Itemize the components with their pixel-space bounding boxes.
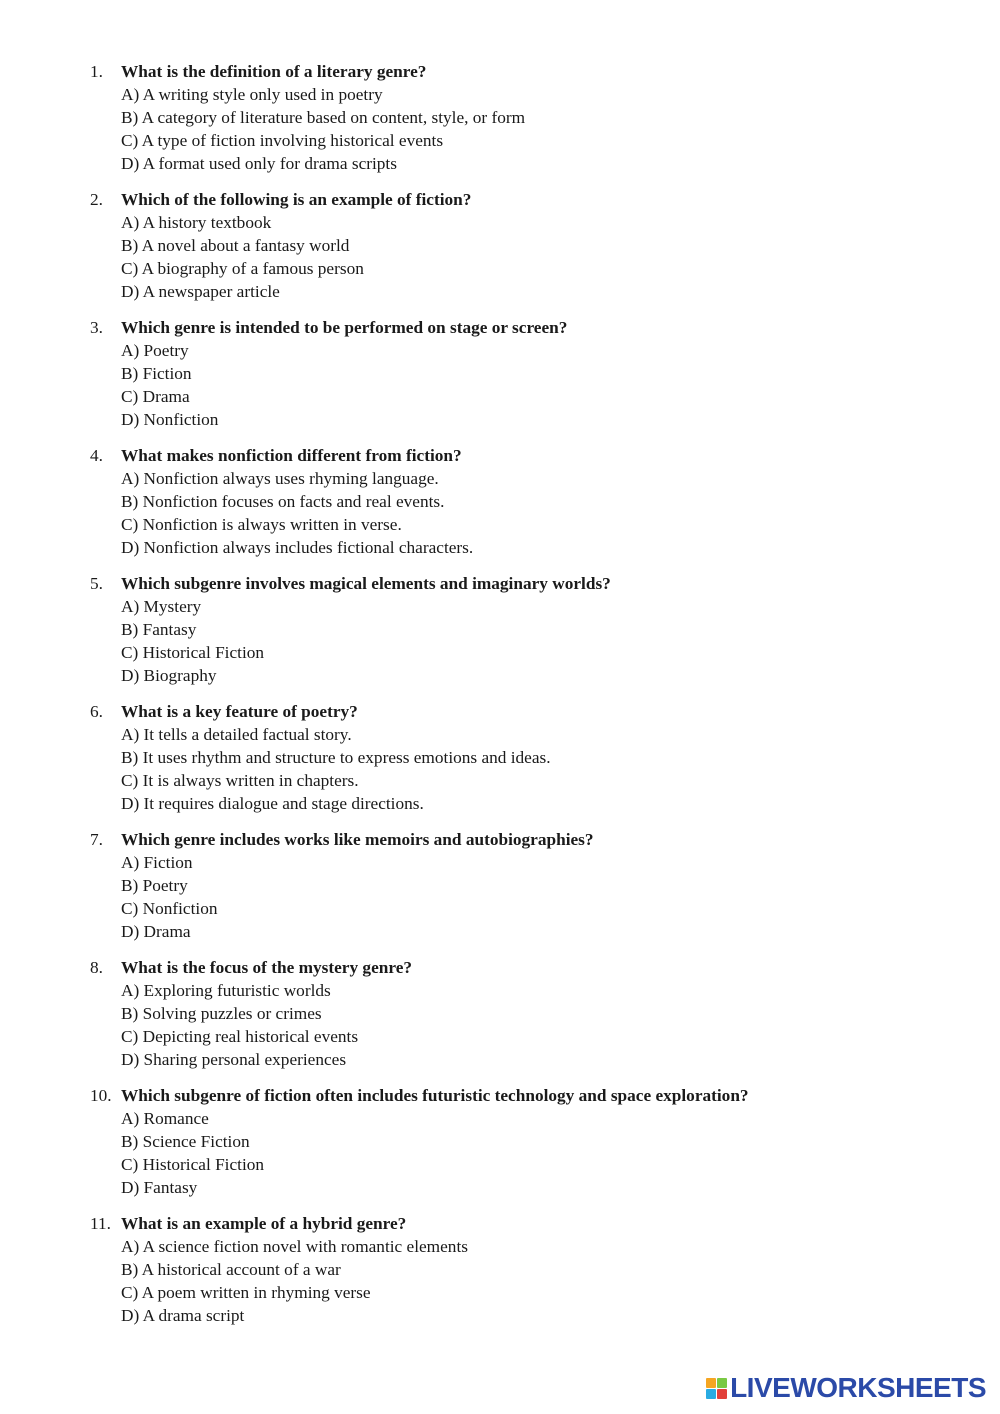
answer-option: B) It uses rhythm and structure to express emotions and ideas. — [121, 748, 551, 767]
question-text: What is the definition of a literary genre? — [121, 62, 427, 81]
question-text: Which genre is intended to be performed on stage or screen? — [121, 318, 568, 337]
question-number: 11. — [90, 1214, 111, 1233]
question-text: Which genre includes works like memoirs and autobiographies? — [121, 830, 594, 849]
logo-tile-3 — [706, 1389, 716, 1399]
answer-option: D) Fantasy — [121, 1178, 198, 1197]
logo-tile-2 — [717, 1378, 727, 1388]
answer-option: D) Drama — [121, 922, 191, 941]
question-block — [0, 60, 1000, 175]
question-line — [0, 60, 1000, 83]
question-block — [0, 444, 1000, 559]
answer-option: B) A novel about a fantasy world — [121, 236, 350, 255]
question-number: 4. — [90, 446, 103, 465]
question-block — [0, 572, 1000, 687]
answer-option: A) Mystery — [121, 597, 202, 616]
answer-option: C) Nonfiction — [121, 899, 218, 918]
answer-option: C) A biography of a famous person — [121, 259, 364, 278]
answer-option: B) A historical account of a war — [121, 1260, 341, 1279]
answer-option: B) A category of literature based on content, style, or form — [121, 108, 526, 127]
question-block — [0, 1212, 1000, 1327]
answer-option: A) Nonfiction always uses rhyming language. — [121, 469, 439, 488]
answer-option: C) Nonfiction is always written in verse. — [121, 515, 402, 534]
answer-option: A) It tells a detailed factual story. — [121, 725, 352, 744]
answer-option: C) A type of fiction involving historical events — [121, 131, 444, 150]
answer-option: C) It is always written in chapters. — [121, 771, 359, 790]
question-number: 6. — [90, 702, 103, 721]
answer-option: C) Drama — [121, 387, 190, 406]
question-block — [0, 828, 1000, 943]
question-text: Which of the following is an example of fiction? — [121, 190, 472, 209]
question-number: 1. — [90, 62, 103, 81]
liveworksheets-logo — [706, 1372, 986, 1404]
answer-option: B) Solving puzzles or crimes — [121, 1004, 322, 1023]
answer-option: C) A poem written in rhyming verse — [121, 1283, 371, 1302]
quiz-question-list — [0, 60, 1000, 1340]
question-text: What is an example of a hybrid genre? — [121, 1214, 407, 1233]
answer-option: B) Fiction — [121, 364, 192, 383]
question-text: Which subgenre of fiction often includes futuristic technology and space exploration? — [121, 1086, 749, 1105]
answer-option: D) It requires dialogue and stage directions. — [121, 794, 424, 813]
question-number: 8. — [90, 958, 103, 977]
answer-option: D) A drama script — [121, 1306, 245, 1325]
question-number: 10. — [90, 1086, 112, 1105]
question-line — [0, 700, 1000, 723]
question-number: 5. — [90, 574, 103, 593]
question-number: 2. — [90, 190, 103, 209]
question-text: Which subgenre involves magical elements and imaginary worlds? — [121, 574, 611, 593]
answer-option: D) Sharing personal experiences — [121, 1050, 347, 1069]
answer-option: A) Poetry — [121, 341, 189, 360]
question-block — [0, 1084, 1000, 1199]
question-line — [0, 188, 1000, 211]
question-line — [0, 1084, 1000, 1107]
answer-option: A) Exploring futuristic worlds — [121, 981, 331, 1000]
question-line — [0, 572, 1000, 595]
question-block — [0, 700, 1000, 815]
question-text: What makes nonfiction different from fiction? — [121, 446, 462, 465]
question-number: 3. — [90, 318, 103, 337]
question-number: 7. — [90, 830, 103, 849]
answer-option: C) Historical Fiction — [121, 643, 265, 662]
answer-option: B) Poetry — [121, 876, 188, 895]
answer-option: D) Nonfiction — [121, 410, 219, 429]
question-line — [0, 828, 1000, 851]
answer-option: D) A newspaper article — [121, 282, 280, 301]
answer-option: D) A format used only for drama scripts — [121, 154, 397, 173]
question-block — [0, 188, 1000, 303]
answer-option: D) Biography — [121, 666, 217, 685]
question-block — [0, 956, 1000, 1071]
answer-option: D) Nonfiction always includes fictional characters. — [121, 538, 474, 557]
question-line — [0, 956, 1000, 979]
question-text: What is the focus of the mystery genre? — [121, 958, 413, 977]
answer-option: C) Depicting real historical events — [121, 1027, 359, 1046]
answer-option: B) Science Fiction — [121, 1132, 250, 1151]
answer-option: A) A writing style only used in poetry — [121, 85, 383, 104]
answer-option: B) Nonfiction focuses on facts and real events. — [121, 492, 445, 511]
question-text: What is a key feature of poetry? — [121, 702, 358, 721]
question-block — [0, 316, 1000, 431]
answer-option: A) A science fiction novel with romantic elements — [121, 1237, 468, 1256]
logo-tile-1 — [706, 1378, 716, 1388]
question-line — [0, 316, 1000, 339]
answer-option: A) Fiction — [121, 853, 193, 872]
answer-option: B) Fantasy — [121, 620, 197, 639]
answer-option: C) Historical Fiction — [121, 1155, 265, 1174]
liveworksheets-logo-icon — [706, 1378, 727, 1399]
logo-wordmark: LIVEWORKSHEETS — [730, 1372, 986, 1403]
answer-option: A) Romance — [121, 1109, 209, 1128]
answer-option: A) A history textbook — [121, 213, 272, 232]
logo-tile-4 — [717, 1389, 727, 1399]
question-line — [0, 1212, 1000, 1235]
question-line — [0, 444, 1000, 467]
